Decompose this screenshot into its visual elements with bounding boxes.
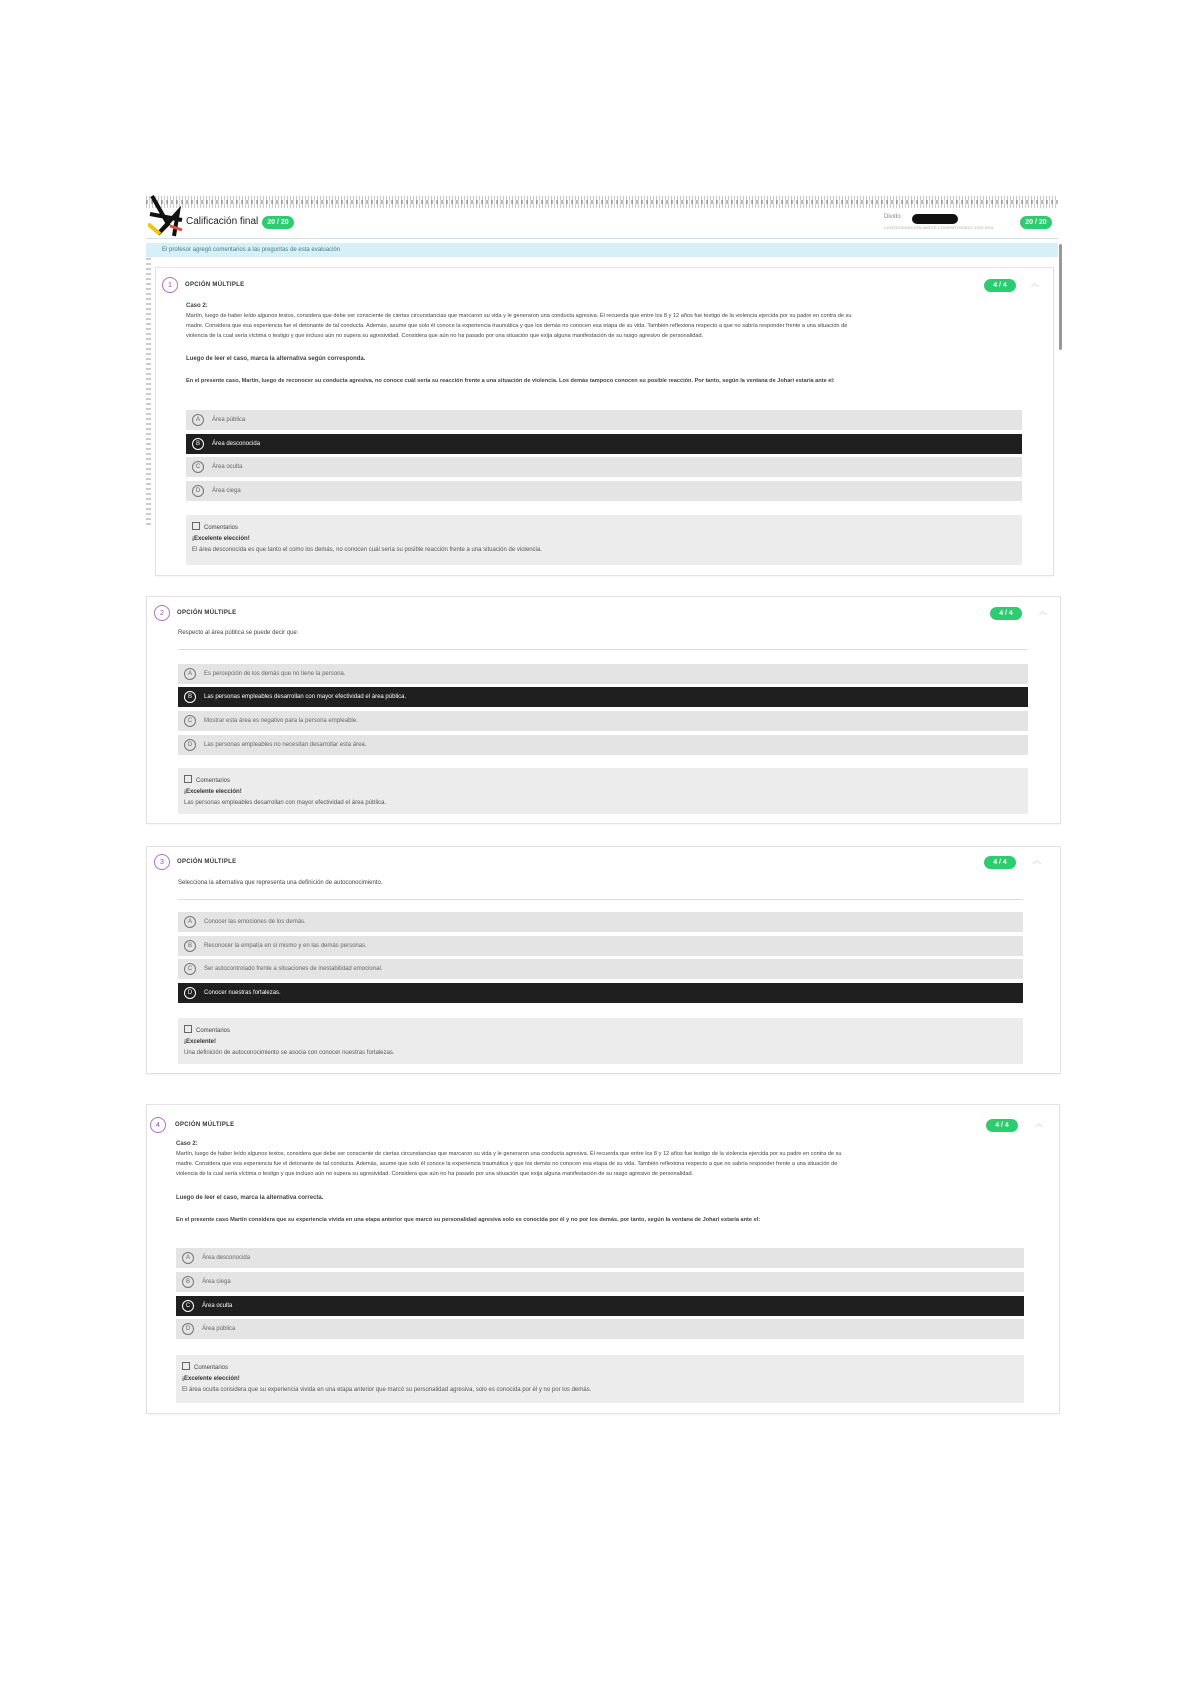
comment-box (178, 768, 1028, 814)
option-letter: C (182, 1300, 194, 1312)
question-instruction: Luego de leer el caso, marca la alternativa según corresponda. (186, 356, 366, 362)
comment-title: Comentarios (194, 1365, 229, 1371)
comment-title: Comentarios (196, 1028, 231, 1034)
note-icon (184, 1025, 192, 1033)
chevron-up-icon[interactable]: ︿ (1033, 856, 1041, 865)
option-b[interactable] (178, 936, 1023, 956)
option-letter: B (182, 1276, 194, 1288)
redaction-mark (912, 214, 958, 224)
question-type-4: OPCIÓN MÚLTIPLE (175, 1122, 235, 1128)
sidebar-noise (146, 258, 151, 528)
header-divider (146, 238, 1058, 239)
option-text: Es percepción de los demás que no tiene la persona. (204, 671, 346, 677)
option-c[interactable] (186, 457, 1022, 477)
scrollbar[interactable] (1059, 244, 1062, 350)
case-line: violencia de la cual sería víctima o testigo y que incluso aún no supera su agresividad. Considera que aún no ha pasado por una situación que exija alguna manifestación de su rasgo agresivo de personalidad. (176, 1171, 694, 1177)
option-d[interactable] (178, 735, 1028, 755)
question-score-3: 4 / 4 (984, 856, 1016, 869)
option-a[interactable] (178, 664, 1028, 684)
note-icon (182, 1362, 190, 1370)
header-noise (146, 200, 1058, 204)
entity-subtitle: CONFEDERACIÓN NIÑOS COMPARTIENDO 2020 BS4 (884, 225, 994, 230)
option-letter: B (184, 691, 196, 703)
case-line: madre. Considera que esa experiencia fue el detonante de tal conducta. Además, asume que solo él conoce la experiencia traumática y que los demás no conocen esa etapa de su vida. También reflexiona respecto a que no sabría responder frente a una situación de (176, 1161, 838, 1167)
question-score-1: 4 / 4 (984, 279, 1016, 292)
option-text: Ser autocontrolado frente a situaciones de inestabilidad emocional. (204, 966, 383, 972)
option-text: Mostrar esta área es negativo para la persona empleable. (204, 718, 358, 724)
comment-headline: ¡Excelente! (184, 1039, 217, 1045)
option-letter: C (184, 715, 196, 727)
option-letter: D (192, 485, 204, 497)
question-number-2: 2 (154, 605, 170, 621)
question-score-4: 4 / 4 (986, 1119, 1018, 1132)
final-grade-title: Calificación final (186, 216, 259, 227)
option-letter: A (182, 1252, 194, 1264)
comment-box (176, 1355, 1024, 1403)
comment-text: Las personas empleables desarrollan con mayor efectividad el área pública. (184, 800, 387, 806)
question-score-2: 4 / 4 (990, 607, 1022, 620)
comment-title: Comentarios (196, 778, 231, 784)
divider (178, 649, 1028, 650)
option-d[interactable] (178, 983, 1023, 1003)
option-text: Las personas empleables no necesitan desarrollar esta área. (204, 742, 367, 748)
case-line: violencia de la cual sería víctima o testigo y que incluso aún no supera su agresividad. Considera que aún no ha pasado por una situación que exija alguna manifestación de su rasgo agresivo de personalidad. (186, 333, 704, 339)
comment-headline: ¡Excelente elección! (192, 536, 250, 542)
option-letter: D (182, 1323, 194, 1335)
case-title: Caso 2: (186, 303, 208, 309)
option-text: Área oculta (212, 464, 243, 470)
comment-headline: ¡Excelente elección! (182, 1376, 240, 1382)
option-a[interactable] (176, 1248, 1024, 1268)
option-text: Área pública (202, 1326, 236, 1332)
comment-title: Comentarios (204, 525, 239, 531)
option-c[interactable] (178, 711, 1028, 731)
comment-text: Una definición de autoconocimiento se asocia con conocer nuestras fortalezas. (184, 1050, 395, 1056)
comment-text: El área desconocida es que tanto el como los demás, no conocen cuál sería su posible reacción frente a una situación de violencia. (192, 547, 542, 553)
teacher-comments-banner: El profesor agregó comentarios a las preguntas de esta evaluación (146, 243, 1058, 257)
option-a[interactable] (186, 410, 1022, 430)
final-score-badge: 20 / 20 (262, 216, 294, 229)
comment-headline: ¡Excelente elección! (184, 789, 242, 795)
question-prompt: Respecto al área pública se puede decir que: (178, 630, 299, 636)
option-text: Conocer nuestras fortalezas. (204, 990, 281, 996)
option-text: Conocer las emociones de los demás. (204, 919, 306, 925)
question-prompt: Selecciona la alternativa que representa una definición de autoconocimiento. (178, 880, 383, 886)
case-title: Caso 2: (176, 1141, 198, 1147)
option-c[interactable] (176, 1296, 1024, 1316)
question-prompt: En el presente caso Martín considera que su experiencia vivida en una etapa anterior que marcó su personalidad agresiva solo es conocida por él y no por los demás, por tanto, según la ventana de Johari estaría ante el: (176, 1217, 761, 1223)
option-b[interactable] (186, 434, 1022, 454)
option-a[interactable] (178, 912, 1023, 932)
option-letter: B (184, 940, 196, 952)
option-d[interactable] (186, 481, 1022, 501)
question-type-1: OPCIÓN MÚLTIPLE (185, 282, 245, 288)
question-instruction: Luego de leer el caso, marca la alternativa correcta. (176, 1195, 324, 1201)
option-text: Área ciega (212, 488, 241, 494)
question-number-1: 1 (162, 277, 178, 293)
option-letter: D (184, 987, 196, 999)
note-icon (184, 775, 192, 783)
chevron-up-icon[interactable]: ︿ (1031, 279, 1039, 288)
question-prompt: En el presente caso, Martín, luego de reconocer su conducta agresiva, no conoce cuál sería su reacción frente a una situación de violencia. Los demás tampoco conocen su posible reacción. Por tanto, según la ventana de Johari estaría ante el: (186, 378, 835, 384)
option-c[interactable] (178, 959, 1023, 979)
option-letter: A (192, 414, 204, 426)
chevron-up-icon[interactable]: ︿ (1039, 607, 1047, 616)
case-line: Martín, luego de haber leído algunos textos, considera que debe ser consciente de ciertas circunstancias que marcaron su vida y le generaron una conducta agresiva. Él recuerda que entre los 8 y 12 años fue testigo de la violencia ejercida por su padre en contra de su (186, 313, 852, 319)
option-text: Área ciega (202, 1279, 231, 1285)
question-type-3: OPCIÓN MÚLTIPLE (177, 859, 237, 865)
option-letter: A (184, 668, 196, 680)
case-line: madre. Considera que esa experiencia fue el detonante de tal conducta. Además, asume que solo él conoce la experiencia traumática y que los demás no conocen esa etapa de su vida. También reflexiona respecto a que no sabría responder frente a una situación de (186, 323, 848, 329)
option-letter: C (192, 461, 204, 473)
option-letter: D (184, 739, 196, 751)
comment-text: El área oculta considera que su experiencia vivida en una etapa anterior que marcó su personalidad agresiva, solo es conocida por él y no por los demás. (182, 1387, 592, 1393)
case-line: Martín, luego de haber leído algunos textos, considera que debe ser consciente de ciertas circunstancias que marcaron su vida y le generaron una conducta agresiva. Él recuerda que entre los 8 y 12 años fue testigo de la violencia ejercida por su padre en contra de su (176, 1151, 842, 1157)
entity-name: Divido (884, 214, 901, 220)
chevron-up-icon[interactable]: ︿ (1035, 1119, 1043, 1128)
question-number-4: 4 (150, 1117, 166, 1133)
option-letter: B (192, 438, 204, 450)
scribble-icon (148, 194, 184, 238)
comment-box (178, 1018, 1023, 1064)
option-text: Las personas empleables desarrollan con mayor efectividad el área pública. (204, 694, 407, 700)
score-badge-right: 20 / 20 (1020, 216, 1052, 229)
comment-box (186, 515, 1022, 565)
question-type-2: OPCIÓN MÚLTIPLE (177, 610, 237, 616)
option-d[interactable] (176, 1319, 1024, 1339)
option-b[interactable] (178, 687, 1028, 707)
question-number-3: 3 (154, 854, 170, 870)
option-text: Área oculta (202, 1303, 233, 1309)
option-letter: C (184, 963, 196, 975)
option-text: Reconocer la empatía en sí mismo y en las demás personas. (204, 943, 367, 949)
option-text: Área pública (212, 417, 246, 423)
note-icon (192, 522, 200, 530)
option-text: Área desconocida (202, 1255, 251, 1261)
option-letter: A (184, 916, 196, 928)
option-b[interactable] (176, 1272, 1024, 1292)
divider (178, 899, 1023, 900)
option-text: Área desconocida (212, 441, 261, 447)
